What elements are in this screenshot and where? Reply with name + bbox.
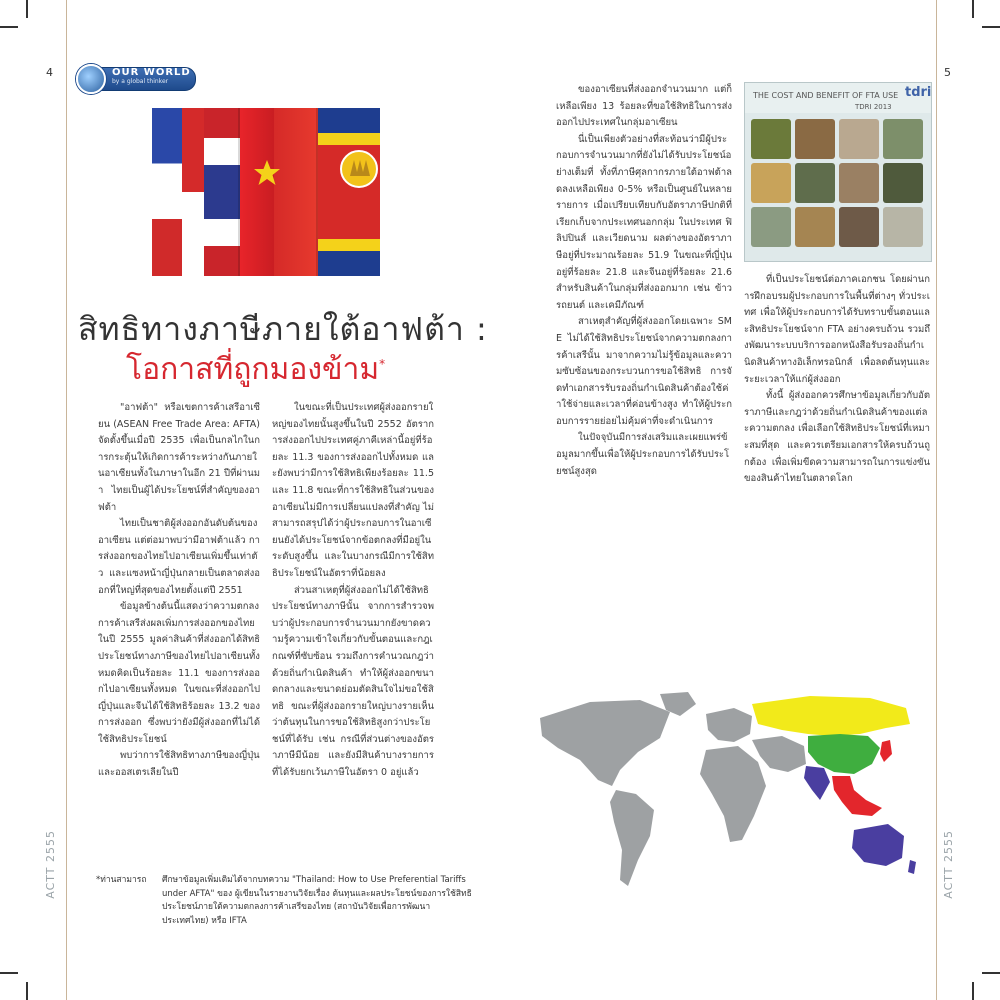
map-region-australia bbox=[852, 824, 904, 866]
article-title-line2 bbox=[126, 346, 385, 393]
paragraph: ที่เป็นประโยชน์ต่อภาคเอกชน โดยผ่านการฝึกอบรมผู้ประกอบการในพื้นที่ต่างๆ ทั่วประเทศ เพื่อให้ผู้ประกอบการได้รับทราบขั้นตอนและสิทธิประโยชน์จาก FTA อย่างครบถ้วน รวมถึงพัฒนาระบบบริการออกหนังสือรับรองถิ่นกำเนิดสินค้าทางอิเล็กทรอนิกส์ เพื่อลดต้นทุนและระยะเวลาให้แก่ผู้ส่งออก bbox=[744, 274, 930, 385]
crop-mark bbox=[0, 972, 18, 974]
map-region-japan bbox=[880, 740, 892, 762]
crop-mark bbox=[26, 982, 28, 1000]
map-region-africa bbox=[700, 746, 766, 842]
footnote-label: ท่านสามารถ bbox=[100, 875, 147, 885]
footnote bbox=[96, 874, 476, 928]
globe-icon bbox=[76, 64, 106, 94]
map-region-new-zealand bbox=[908, 860, 916, 874]
paragraph: ในปัจจุบันมีการส่งเสริมและเผยแพร่ข้อมูลมากขึ้นเพื่อให้ผู้ประกอบการได้รับประโยชน์สูงสุด bbox=[556, 432, 730, 477]
cover-title: THE COST AND BENEFIT OF FTA USE bbox=[753, 91, 899, 100]
cover-photo bbox=[795, 207, 835, 247]
cover-photo bbox=[839, 119, 879, 159]
map-region-europe bbox=[706, 708, 752, 742]
map-region-asean bbox=[832, 776, 882, 816]
cover-photo bbox=[795, 163, 835, 203]
asean-flags-photo bbox=[152, 108, 380, 276]
paragraph: ไทยเป็นชาติผู้ส่งออกอันดับต้นของอาเซียน แต่ต่อมาพบว่ามีอาฟต้าแล้ว การส่งออกของไทยไปอาเซียนเพิ่มขึ้นเท่าตัว และแซงหน้าญี่ปุ่นกลายเป็นตลาดส่งออกที่ใหญ่ที่สุดของไทยตั้งแต่ปี 2551 bbox=[98, 518, 260, 596]
flag bbox=[274, 108, 318, 276]
map-region-north-america bbox=[540, 700, 670, 786]
section-badge bbox=[76, 64, 196, 92]
article-title-line1: สิทธิทางภาษีภายใต้อาฟต้า : bbox=[78, 310, 488, 348]
paragraph: สาเหตุสำคัญที่ผู้ส่งออกโดยเฉพาะ SME ไม่ได้ใช้สิทธิประโยชน์จากความตกลงการค้าเสรีนั้น มาจากความไม่รู้ข้อมูลและความซับซ้อนของกระบวนการขอใช้สิทธิ การจัดทำเอกสารรับรองถิ่นกำเนิดสินค้าต้องใช้ค่าใช้จ่ายและเวลาที่ค่อนข้างสูง ทำให้ผู้ประกอบการรายย่อยไม่คุ้มค่าที่จะดำเนินการ bbox=[556, 316, 732, 427]
paragraph: พบว่าการใช้สิทธิทางภาษีของญี่ปุ่น และออสเตรเลียในปี bbox=[98, 750, 260, 779]
cover-photo bbox=[795, 119, 835, 159]
paragraph: ทั้งนี้ ผู้ส่งออกควรศึกษาข้อมูลเกี่ยวกับอัตราภาษีและกฎว่าด้วยถิ่นกำเนิดสินค้าของแต่ละความตกลง เพื่อเลือกใช้สิทธิประโยชน์ที่เหมาะสมที่สุด และควรเตรียมเอกสารให้ครบถ้วนถูกต้อง เพื่อเพิ่มขีดความสามารถในการแข่งขันของสินค้าไทยในตลาดโลก bbox=[744, 390, 930, 485]
article-column-3 bbox=[556, 82, 732, 692]
cover-photo bbox=[751, 207, 791, 247]
cover-photo bbox=[883, 207, 923, 247]
report-cover-image bbox=[744, 82, 932, 262]
flag bbox=[318, 108, 380, 276]
crop-mark bbox=[0, 26, 18, 28]
paragraph: ส่วนสาเหตุที่ผู้ส่งออกไม่ได้ใช้สิทธิประโยชน์ทางภาษีนั้น จากการสำรวจพบว่าผู้ประกอบการจำนวนมากยังขาดความรู้ความเข้าใจเกี่ยวกับขั้นตอนและกฎเกณฑ์ที่ซับซ้อน รวมถึงการคำนวณกฎว่าด้วยถิ่นกำเนิดสินค้า ทำให้ผู้ส่งออกขนาดกลางและขนาดย่อมตัดสินใจไม่ขอใช้สิทธิ ขณะที่ผู้ส่งออกรายใหญ่บางรายเห็นว่าต้นทุนในการขอใช้สิทธิสูงกว่าประโยชน์ที่ได้รับ เช่น กรณีที่ส่วนต่างของอัตราภาษีมีน้อย และยังมีสินค้าบางรายการที่ได้รับยกเว้นภาษีในอัตรา 0 อยู่แล้ว bbox=[272, 584, 434, 779]
cover-photo bbox=[883, 163, 923, 203]
world-map bbox=[520, 690, 920, 900]
article-column-1 bbox=[98, 400, 260, 850]
cover-photo-grid bbox=[751, 119, 925, 249]
trim-line bbox=[66, 0, 67, 1000]
flag bbox=[152, 108, 182, 276]
cover-photo bbox=[751, 163, 791, 203]
page-number-right: 5 bbox=[944, 66, 951, 79]
article-column-4 bbox=[744, 272, 930, 682]
star-icon bbox=[252, 158, 282, 188]
asean-emblem bbox=[338, 148, 380, 190]
title-footnote-mark: * bbox=[379, 357, 386, 371]
article-title-text: โอกาสที่ถูกมองข้าม bbox=[126, 352, 380, 387]
crop-mark bbox=[972, 0, 974, 18]
side-code-right: ACTT 2555 bbox=[942, 830, 955, 899]
paragraph: ของอาเซียนที่ส่งออกจำนวนมาก แต่ก็เหลือเพียง 13 ร้อยละที่ขอใช้สิทธิในการส่งออกไปประเทศในกลุ่มอาเซียน bbox=[556, 84, 732, 129]
map-region-india bbox=[804, 766, 830, 800]
crop-mark bbox=[972, 982, 974, 1000]
paragraph: "อาฟต้า" หรือเขตการค้าเสรีอาเซียน (ASEAN Free Trade Area: AFTA) จัดตั้งขึ้นเมื่อปี 2535 เพื่อเป็นกลไกในการกระตุ้นให้เกิดการค้าระหว่างกันภายในอาเซียนทั้งในภาษาในอีก 21 ปีที่ผ่านมา ไทยเป็นผู้ได้ประโยชน์ที่สำคัญของอาฟต้า bbox=[98, 402, 260, 513]
cover-photo bbox=[751, 119, 791, 159]
paragraph: ข้อมูลข้างต้นนี้แสดงว่าความตกลงการค้าเสรีส่งผลเพิ่มการส่งออกของไทย ในปี 2555 มูลค่าสินค้าที่ส่งออกได้สิทธิประโยชน์ทางภาษีของไทยไปอาเซียนทั้งหมดคิดเป็นร้อยละ 11.1 ของการส่งออกไปอาเซียนทั้งหมด ในขณะที่ส่งออกไปญี่ปุ่นและจีนได้ใช้สิทธิร้อยละ 13.2 ของการส่งออก ซึ่งพบว่ายังมีผู้ส่งออกที่ไม่ได้ใช้สิทธิประโยชน์ bbox=[98, 601, 260, 745]
side-code-left: ACTT 2555 bbox=[44, 830, 57, 899]
page-number-left: 4 bbox=[46, 66, 53, 79]
flag bbox=[204, 108, 240, 276]
map-region-south-america bbox=[610, 790, 654, 886]
cover-photo bbox=[839, 163, 879, 203]
footnote-text: ศึกษาข้อมูลเพิ่มเติมได้จากบทความ "Thailand: How to Use Preferential Tariffs under AFTA" ของ ผู้เขียนในรายงานวิจัยเรื่อง ต้นทุนและผลประโยชน์ของการใช้สิทธิประโยชน์ภายใต้ความตกลงการค้าเสรีของไทย (สถาบันวิจัยเพื่อการพัฒนาประเทศไทย) หรือ IFTA bbox=[162, 875, 472, 926]
badge-title: OUR WORLD bbox=[112, 67, 191, 78]
paragraph: นี่เป็นเพียงตัวอย่างที่สะท้อนว่ามีผู้ประกอบการจำนวนมากที่ยังไม่ได้รับประโยชน์อย่างเต็มที่ ทั้งที่ภาษีศุลกากรภายใต้อาฟต้าลดลงเหลือเพียง 0-5% หรือเป็นศูนย์ในหลายรายการ เมื่อเปรียบเทียบกับอัตราภาษีปกติที่เรียกเก็บจากประเทศนอกกลุ่ม ในประเทศ ฟิลิปปินส์ และเวียดนาม ผลต่างของอัตราภาษีอยู่ที่ประมาณร้อยละ 51.9 ในขณะที่ญี่ปุ่นอยู่ที่ร้อยละ 21.8 และจีนอยู่ที่ร้อยละ 21.6 สำหรับสินค้าในกลุ่มที่ส่งออกมาก เช่น ข้าว รถยนต์ และเคมีภัณฑ์ bbox=[556, 133, 732, 311]
flag bbox=[182, 108, 204, 276]
trim-line bbox=[936, 0, 937, 1000]
flag bbox=[240, 108, 274, 276]
article-column-2 bbox=[272, 400, 434, 850]
crop-mark bbox=[982, 972, 1000, 974]
footnote-mark: *ท่านสามารถ bbox=[96, 875, 147, 885]
tdri-logo: tdri bbox=[905, 85, 932, 100]
cover-photo bbox=[839, 207, 879, 247]
crop-mark bbox=[982, 26, 1000, 28]
map-region-russia bbox=[752, 696, 910, 736]
cover-subtitle: TDRI 2013 bbox=[855, 103, 892, 111]
cover-photo bbox=[883, 119, 923, 159]
map-region-middle-east bbox=[752, 736, 806, 772]
badge-subtitle: by a global thinker bbox=[112, 78, 169, 85]
crop-mark bbox=[26, 0, 28, 18]
paragraph: ในขณะที่เป็นประเทศผู้ส่งออกรายใหญ่ของไทยนั้นสูงขึ้นในปี 2552 อัตราการส่งออกไปประเทศคู่ภาคีเหล่านี้อยู่ที่ร้อยละ 11.3 ของการส่งออกไปทั้งหมด และยังพบว่ามีการใช้สิทธิเพียงร้อยละ 11.5 และ 11.8 ขณะที่การใช้สิทธิในส่วนของอาเซียนไม่มีการเปลี่ยนแปลงที่สำคัญ ไม่สามารถสรุปได้ว่าผู้ประกอบการในอาเซียนยังได้ประโยชน์จากข้อตกลงที่มีอยู่ในระดับสูงขึ้น และในบางกรณีมีการใช้สิทธิประโยชน์ในอัตราที่น้อยลง bbox=[272, 402, 434, 579]
